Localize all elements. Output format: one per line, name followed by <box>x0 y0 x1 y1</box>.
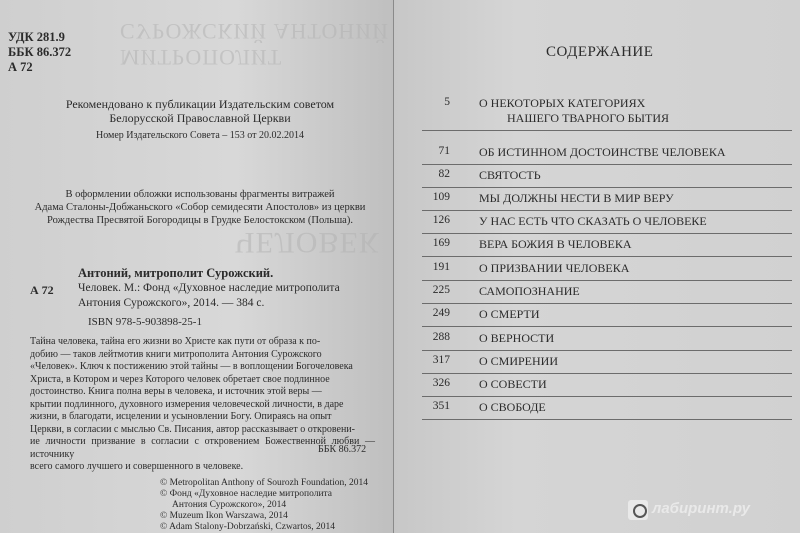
toc-page-number: 317 <box>432 354 450 366</box>
toc-entry <box>394 214 800 234</box>
toc-entry-title <box>479 168 541 183</box>
publication-number: Номер Издательского Совета – 153 от 20.02.2014 <box>96 130 304 141</box>
toc-entry-line: СВЯТОСТЬ <box>479 168 541 182</box>
toc-entry-line: О ПРИЗВАНИИ ЧЕЛОВЕКА <box>479 261 630 275</box>
toc-divider <box>422 233 792 234</box>
toc-divider <box>422 396 792 397</box>
annotation-line: жизни, в благодати, исцелении и усыновлении Богу. Опираясь на опыт <box>30 411 332 422</box>
toc-entry-line: МЫ ДОЛЖНЫ НЕСТИ В МИР ВЕРУ <box>479 191 674 205</box>
copyright-block <box>160 478 368 533</box>
toc-title: СОДЕРЖАНИЕ <box>546 44 654 60</box>
toc-entry-line: О НЕКОТОРЫХ КАТЕГОРИЯХ <box>479 96 646 110</box>
copyright-line: Антония Сурожского», 2014 <box>172 500 287 510</box>
toc-entry-line: ОБ ИСТИННОМ ДОСТОИНСТВЕ ЧЕЛОВЕКА <box>479 145 726 159</box>
toc-entry-title <box>479 145 726 160</box>
toc-divider <box>422 256 792 257</box>
toc-entry-line: НАШЕГО ТВАРНОГО БЫТИЯ <box>507 111 669 125</box>
toc-entry-title <box>479 377 547 392</box>
toc-entry-title <box>479 354 558 369</box>
copyright-line: © Фонд «Духовное наследие митрополита <box>160 489 333 499</box>
toc-entry-line: О СОВЕСТИ <box>479 377 547 391</box>
annotation-line: «Человек». Ключ к постижению этой тайны — в воплощении Богочеловека <box>30 361 353 372</box>
toc-page-number: 249 <box>432 307 450 319</box>
right-page <box>394 0 800 533</box>
recommendation-line: Белорусской Православной Церкви <box>109 111 291 125</box>
toc-divider <box>422 187 792 188</box>
toc-divider <box>422 373 792 374</box>
toc-divider <box>422 280 792 281</box>
toc-entry <box>394 331 800 351</box>
toc-divider <box>422 303 792 304</box>
toc-divider <box>422 210 792 211</box>
cover-credit <box>30 188 370 227</box>
toc-divider <box>422 326 792 327</box>
toc-entry-line: У НАС ЕСТЬ ЧТО СКАЗАТЬ О ЧЕЛОВЕКЕ <box>479 214 707 228</box>
annotation-line: добию — таков лейтмотив книги митрополита Антония Сурожского <box>30 348 322 360</box>
toc-entry <box>394 168 800 188</box>
toc-entry-line: О ВЕРНОСТИ <box>479 331 555 345</box>
toc-entry <box>394 377 800 397</box>
show-through-title: МИТРОПОЛИТ СУРОЖСКИЙ АНТОНИЙ <box>120 19 390 70</box>
annotation-line: крытии подлинного, духовного измерения человеческой личности, в даре <box>30 398 344 410</box>
toc-entry <box>394 96 800 125</box>
bbk-code-repeat: ББК 86.372 <box>318 444 367 455</box>
show-through-heading: ЧЕЛОВЕК <box>235 226 380 259</box>
toc-entry-line: САМОПОЗНАНИЕ <box>479 284 580 298</box>
cover-credit-line: В оформлении обложки использованы фрагменты витражей <box>65 189 335 200</box>
left-page <box>0 0 394 533</box>
toc-entry-line: О СМЕРТИ <box>479 307 540 321</box>
toc-entry-title <box>479 214 707 229</box>
toc-entry-title <box>479 261 629 276</box>
author-heading: Антоний, митрополит Сурожский. <box>78 266 274 280</box>
copyright-line: © Metropolitan Anthony of Sourozh Foundation, 2014 <box>160 478 369 488</box>
cover-credit-line: Адама Сталоны-Добжаньского «Собор семидесяти Апостолов» из церкви <box>34 202 366 213</box>
toc-entry-title <box>479 331 554 346</box>
toc-divider <box>422 164 792 165</box>
toc-page-number: 82 <box>438 168 450 180</box>
bib-line: Человек. М.: Фонд «Духовное наследие митрополита <box>78 282 340 294</box>
toc-divider <box>422 419 792 420</box>
cover-credit-line: Рождества Пресвятой Богородицы в Грудке Белостокском (Польша). <box>47 215 353 226</box>
toc-entry-title <box>479 307 540 322</box>
toc-entry <box>394 284 800 304</box>
toc-entry-title <box>479 96 669 126</box>
toc-page-number: 225 <box>432 284 450 296</box>
author-mark: А 72 <box>8 60 33 74</box>
toc-divider <box>422 130 792 131</box>
author-mark-repeat: А 72 <box>30 283 54 297</box>
toc-entry <box>394 354 800 374</box>
toc-entry-title <box>479 284 580 299</box>
watermark: лабиринт.ру <box>652 500 750 517</box>
toc-entry-line: О СМИРЕНИИ <box>479 354 559 368</box>
toc-entry-title <box>479 400 546 415</box>
toc-page-number: 191 <box>432 261 450 273</box>
copyright-line: © Muzeum Ikon Warszawa, 2014 <box>160 511 288 521</box>
toc-entry <box>394 191 800 211</box>
toc-page-number: 326 <box>432 377 450 389</box>
annotation-line: всего самого лучшего и совершенного в человеке. <box>30 461 244 472</box>
toc-page-number: 109 <box>432 191 450 203</box>
labirint-logo-icon <box>628 500 648 520</box>
recommendation-block <box>30 97 370 125</box>
toc-page-number: 351 <box>432 400 450 412</box>
toc-entry-line: О СВОБОДЕ <box>479 400 546 414</box>
toc-entry <box>394 400 800 420</box>
toc-entry <box>394 261 800 281</box>
annotation-line: Тайна человека, тайна его жизни во Христе как пути от образа к по- <box>30 336 321 347</box>
annotation-line: Христа, в Котором и через Которого человек обретает свое подлинное <box>30 373 330 385</box>
toc-page-number: 71 <box>438 145 450 157</box>
toc-entry <box>394 237 800 257</box>
annotation-line: Церкви, в согласии с мыслью Св. Писания, автор рассказывает о откровени- <box>30 423 355 435</box>
toc-divider <box>422 350 792 351</box>
toc-entry-title <box>479 191 674 206</box>
isbn: ISBN 978-5-903898-25-1 <box>88 316 202 328</box>
copyright-line: © Adam Stalony-Dobrzański, Czwartos, 2014 <box>160 522 336 532</box>
toc-entry-title <box>479 237 632 252</box>
bbk-code: ББК 86.372 <box>8 45 72 59</box>
toc-page-number: 5 <box>444 96 450 108</box>
toc-entry <box>394 145 800 165</box>
toc-page-number: 288 <box>432 331 450 343</box>
bibliographic-entry <box>78 281 340 311</box>
annotation-line: ие личности призвание в согласии с откровением Божественной любви — источнику <box>30 436 375 460</box>
toc-page-number: 126 <box>432 214 450 226</box>
toc-page-number: 169 <box>432 237 450 249</box>
bib-line: Антония Сурожского», 2014. — 384 с. <box>78 297 265 309</box>
classification-codes <box>8 30 71 75</box>
udk-code: УДК 281.9 <box>8 30 65 44</box>
toc-entry-line: ВЕРА БОЖИЯ В ЧЕЛОВЕКА <box>479 237 632 251</box>
recommendation-line: Рекомендовано к публикации Издательским советом <box>65 97 335 111</box>
annotation-line: достоинство. Книга полна веры в человека, и источник этой веры — <box>30 386 322 397</box>
toc-entry <box>394 307 800 327</box>
